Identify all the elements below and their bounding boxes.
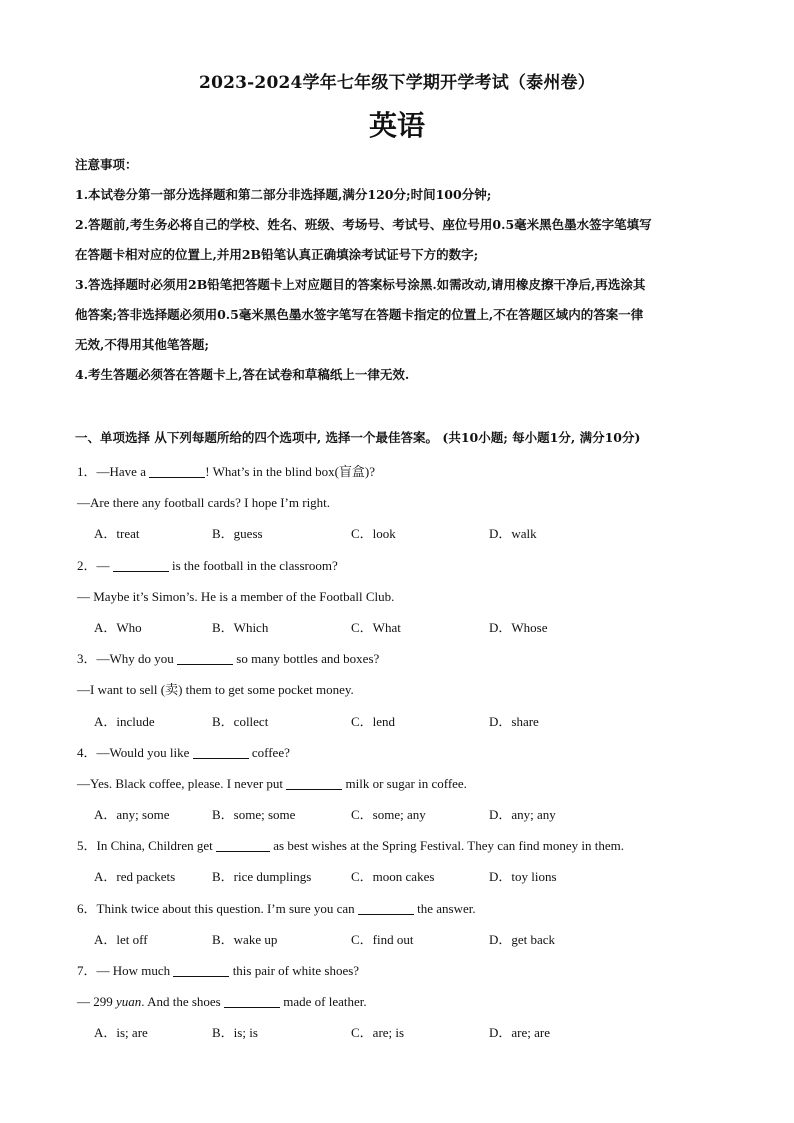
question-1-options: [77, 521, 727, 552]
answer-blank: [224, 993, 280, 1008]
option-b: B．Which: [212, 619, 269, 635]
question-7-options: [77, 1020, 727, 1051]
question-5: [77, 833, 727, 864]
question-3: [77, 646, 727, 677]
option-b: B．wake up: [212, 931, 278, 947]
answer-blank: [358, 900, 414, 915]
question-6: [77, 896, 727, 927]
answer-blank: [286, 775, 342, 790]
option-d: D．Whose: [489, 619, 548, 635]
question-text: made of leather.: [279, 994, 367, 1010]
question-text: — How much: [96, 963, 174, 978]
note-line: 在答题卡相对应的位置上,并用2B铅笔认真正确填涂考试证号下方的数字;: [75, 247, 479, 262]
question-7: [77, 958, 727, 989]
notes-heading: 注意事项：: [75, 157, 138, 172]
question-text: —Have a: [96, 464, 150, 479]
question-text: In China, Children get: [96, 838, 217, 854]
option-c: C．What: [351, 619, 401, 635]
question-4-response: [77, 771, 727, 802]
answer-blank: [113, 557, 169, 572]
option-c: C．find out: [351, 931, 414, 947]
question-number: 3．: [77, 651, 97, 667]
option-a: A．red packets: [94, 869, 176, 885]
note-line: 无效,不得用其他笔答题;: [75, 337, 209, 352]
question-text: this pair of white shoes?: [229, 963, 360, 978]
option-b: B．some; some: [212, 807, 296, 823]
note-line: 3.答选择题时必须用2B铅笔把答题卡上对应题目的答案标号涂黑.如需改动,请用橡皮擦干净后,再选涂其: [75, 277, 646, 292]
questions-list: [77, 459, 727, 1052]
option-d: D．are; are: [489, 1025, 550, 1041]
option-c: C．moon cakes: [351, 869, 435, 885]
option-a: A．treat: [94, 526, 140, 542]
question-text: — 299: [77, 994, 116, 1010]
question-text-italic: yuan: [116, 994, 142, 1010]
question-text: is the football in the classroom?: [168, 557, 338, 573]
question-text: the answer.: [413, 900, 476, 916]
option-d: D．share: [489, 713, 539, 729]
question-6-options: [77, 927, 727, 958]
question-number: 7．: [77, 963, 97, 978]
option-a: A．is; are: [94, 1025, 148, 1041]
question-4-options: [77, 802, 727, 833]
question-5-options: [77, 864, 727, 895]
notes-block: [75, 150, 725, 390]
option-b: B．collect: [212, 713, 269, 729]
option-d: D．toy lions: [489, 869, 557, 885]
question-text: —Would you like: [96, 744, 193, 760]
option-c: C．some; any: [351, 807, 426, 823]
question-text: milk or sugar in coffee.: [342, 775, 467, 791]
question-text: so many bottles and boxes?: [233, 651, 380, 667]
question-number: 1．: [77, 464, 97, 479]
answer-blank: [193, 744, 249, 759]
question-text: Think twice about this question. I’m sure you can: [96, 900, 358, 916]
question-2: [77, 553, 727, 584]
question-2-options: [77, 615, 727, 646]
question-1: [77, 459, 727, 490]
question-1-response: —Are there any football cards? I hope I’m right.: [77, 495, 331, 511]
option-a: A．include: [94, 713, 155, 729]
exam-title: 2023-2024学年七年级下学期开学考试（泰州卷）: [199, 73, 595, 93]
note-line: 1.本试卷分第一部分选择题和第二部分非选择题,满分120分;时间100分钟;: [75, 187, 492, 202]
option-d: D．get back: [489, 931, 556, 947]
option-c: C．lend: [351, 713, 396, 729]
answer-blank: [177, 650, 233, 665]
question-3-options: [77, 709, 727, 740]
note-line: 4.考生答题必须答在答题卡上,答在试卷和草稿纸上一律无效.: [75, 367, 410, 382]
option-d: D．any; any: [489, 807, 556, 823]
option-d: D．walk: [489, 526, 537, 542]
question-number: 2．: [77, 557, 97, 573]
option-b: B．rice dumplings: [212, 869, 312, 885]
question-text: coffee?: [248, 744, 290, 760]
question-number: 5．: [77, 838, 97, 854]
question-text: —Why do you: [96, 651, 178, 667]
option-b: B．guess: [212, 526, 263, 542]
question-4: [77, 740, 727, 771]
note-line: 他答案;答非选择题必须用0.5毫米黑色墨水签字笔写在答题卡指定的位置上,不在答题区域内的答案一律: [75, 307, 644, 322]
question-text: . And the shoes: [141, 994, 224, 1010]
subject-title: 英语: [368, 109, 425, 142]
option-c: C．look: [351, 526, 396, 542]
option-a: A．Who: [94, 619, 142, 635]
option-b: B．is; is: [212, 1025, 258, 1041]
question-3-response: —I want to sell (卖) them to get some pocket money.: [77, 682, 354, 698]
question-text: ! What’s in the blind box(盲盒)?: [205, 464, 376, 479]
question-text: —: [96, 557, 113, 573]
question-7-response: [77, 989, 727, 1020]
answer-blank: [216, 837, 270, 852]
answer-blank: [173, 962, 229, 977]
question-number: 6．: [77, 900, 97, 916]
note-line: 2.答题前,考生务必将自己的学校、姓名、班级、考场号、考试号、座位号用0.5毫米黑色墨水签字笔填写: [75, 217, 652, 232]
answer-blank: [149, 463, 205, 478]
question-text: —Yes. Black coffee, please. I never put: [77, 775, 287, 791]
option-c: C．are; is: [351, 1025, 405, 1041]
option-a: A．let off: [94, 931, 148, 947]
question-2-response: — Maybe it’s Simon’s. He is a member of the Football Club.: [77, 588, 395, 604]
option-a: A．any; some: [94, 807, 170, 823]
section-heading: 一、单项选择 从下列每题所给的四个选项中, 选择一个最佳答案。 (共10小题; 每小题1分, 满分10分): [75, 430, 641, 445]
question-text: as best wishes at the Spring Festival. They can find money in them.: [270, 838, 624, 854]
question-number: 4．: [77, 744, 97, 760]
